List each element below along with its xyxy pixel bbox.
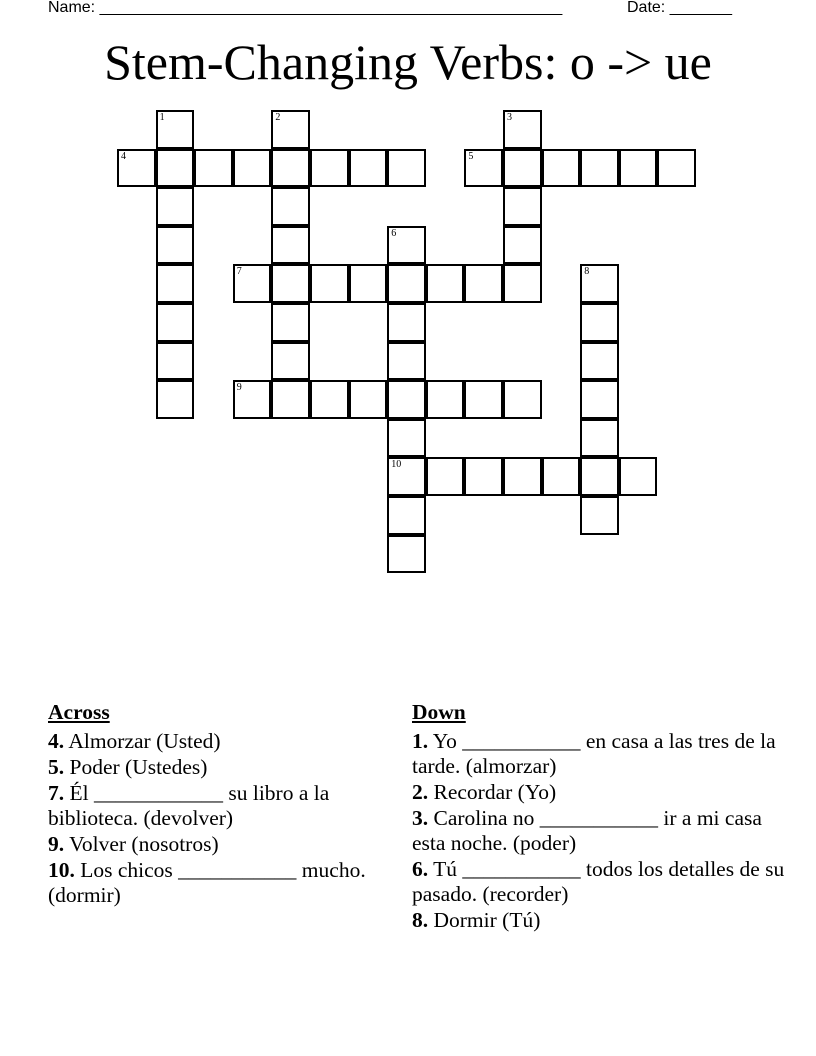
across-clues xyxy=(48,700,378,909)
clue-number: 5. xyxy=(48,755,65,779)
crossword-cell[interactable] xyxy=(580,264,619,303)
cell-number: 9 xyxy=(236,382,242,394)
crossword-cell[interactable] xyxy=(464,264,503,303)
crossword-cell[interactable] xyxy=(580,457,619,496)
crossword-cell[interactable] xyxy=(387,342,426,381)
clue-text: Dormir (Tú) xyxy=(428,908,541,932)
crossword-cell[interactable] xyxy=(349,264,388,303)
crossword-cell[interactable] xyxy=(271,226,310,265)
crossword-cell[interactable] xyxy=(426,457,465,496)
across-clue xyxy=(48,858,378,908)
crossword-cell[interactable] xyxy=(387,226,426,265)
crossword-cell[interactable] xyxy=(580,149,619,188)
crossword-cell[interactable] xyxy=(117,149,156,188)
crossword-cell[interactable] xyxy=(156,342,195,381)
crossword-cell[interactable] xyxy=(387,149,426,188)
name-field-label: Name: ____________________________________________________ xyxy=(48,0,563,16)
crossword-cell[interactable] xyxy=(233,380,272,419)
clue-number: 10. xyxy=(48,858,75,882)
cell-number: 2 xyxy=(275,112,281,123)
cell-number: 4 xyxy=(121,150,126,162)
cell-number: 10 xyxy=(391,459,402,471)
clue-text: Volver (nosotros) xyxy=(64,832,219,856)
down-clue xyxy=(412,806,792,856)
crossword-cell[interactable] xyxy=(387,303,426,342)
crossword-cell[interactable] xyxy=(233,149,272,188)
clue-number: 6. xyxy=(412,857,429,881)
clue-number: 1. xyxy=(412,729,429,753)
cell-number: 8 xyxy=(584,266,590,278)
crossword-cell[interactable] xyxy=(580,419,619,458)
crossword-cell[interactable] xyxy=(580,380,619,419)
crossword-cell[interactable] xyxy=(580,303,619,342)
cell-number: 6 xyxy=(391,227,397,239)
down-clue xyxy=(412,780,792,805)
clue-text: Carolina no ___________ ir a mi casa esta noche. (poder) xyxy=(412,806,762,855)
clue-number: 7. xyxy=(48,781,65,805)
across-clue xyxy=(48,781,378,831)
crossword-cell[interactable] xyxy=(271,110,310,149)
down-clue xyxy=(412,729,792,779)
clue-text: Él ____________ su libro a la biblioteca. (devolver) xyxy=(48,781,330,830)
down-heading: Down xyxy=(412,700,466,724)
crossword-cell[interactable] xyxy=(271,303,310,342)
cell-number: 7 xyxy=(236,266,242,278)
crossword-cell[interactable] xyxy=(619,149,658,188)
crossword-cell[interactable] xyxy=(156,264,195,303)
cell-number: 5 xyxy=(468,150,474,162)
clue-text: Tú ___________ todos los detalles de su pasado. (recorder) xyxy=(412,857,785,906)
date-field-label: Date: _______ xyxy=(627,0,732,16)
crossword-cell[interactable] xyxy=(503,149,542,188)
crossword-cell[interactable] xyxy=(464,457,503,496)
crossword-cell[interactable] xyxy=(233,264,272,303)
crossword-cell[interactable] xyxy=(271,342,310,381)
crossword-cell[interactable] xyxy=(503,457,542,496)
clue-text: Poder (Ustedes) xyxy=(64,755,208,779)
crossword-cell[interactable] xyxy=(503,226,542,265)
page-title: Stem-Changing Verbs: o -> ue xyxy=(104,34,712,90)
crossword-cell[interactable] xyxy=(387,419,426,458)
crossword-cell[interactable] xyxy=(387,380,426,419)
crossword-cell[interactable] xyxy=(271,380,310,419)
crossword-cell[interactable] xyxy=(580,342,619,381)
crossword-cell[interactable] xyxy=(464,149,503,188)
crossword-cell[interactable] xyxy=(580,496,619,535)
cell-number: 3 xyxy=(507,112,512,123)
crossword-cell[interactable] xyxy=(156,226,195,265)
clue-text: Recordar (Yo) xyxy=(428,780,557,804)
crossword-cell[interactable] xyxy=(310,149,349,188)
crossword-cell[interactable] xyxy=(464,380,503,419)
clue-text: Los chicos ___________ mucho. (dormir) xyxy=(48,858,366,907)
crossword-cell[interactable] xyxy=(156,149,195,188)
crossword-cell[interactable] xyxy=(271,149,310,188)
crossword-cell[interactable] xyxy=(349,380,388,419)
clue-text: Yo ___________ en casa a las tres de la tarde. (almorzar) xyxy=(412,729,776,778)
crossword-cell[interactable] xyxy=(156,380,195,419)
crossword-cell[interactable] xyxy=(503,187,542,226)
clue-number: 8. xyxy=(412,908,429,932)
clue-text: Almorzar (Usted) xyxy=(64,729,221,753)
crossword-cell[interactable] xyxy=(349,149,388,188)
crossword-cell[interactable] xyxy=(503,110,542,149)
crossword-cell[interactable] xyxy=(156,187,195,226)
crossword-cell[interactable] xyxy=(387,264,426,303)
across-clue xyxy=(48,755,378,780)
clue-number: 4. xyxy=(48,729,65,753)
across-heading: Across xyxy=(48,700,110,724)
crossword-cell[interactable] xyxy=(426,264,465,303)
crossword-cell[interactable] xyxy=(310,264,349,303)
crossword-cell[interactable] xyxy=(426,380,465,419)
crossword-cell[interactable] xyxy=(156,110,195,149)
crossword-cell[interactable] xyxy=(271,187,310,226)
crossword-cell[interactable] xyxy=(619,457,658,496)
crossword-cell[interactable] xyxy=(542,149,581,188)
down-clue xyxy=(412,857,792,907)
crossword-cell[interactable] xyxy=(503,380,542,419)
crossword-cell[interactable] xyxy=(194,149,233,188)
crossword-cell[interactable] xyxy=(156,303,195,342)
across-clue xyxy=(48,832,378,857)
crossword-cell[interactable] xyxy=(271,264,310,303)
cell-number: 1 xyxy=(159,112,165,123)
clue-number: 2. xyxy=(412,780,429,804)
down-clues xyxy=(412,700,792,934)
across-clue xyxy=(48,729,378,754)
crossword-cell[interactable] xyxy=(387,535,426,574)
clue-number: 9. xyxy=(48,832,65,856)
crossword-cell[interactable] xyxy=(310,380,349,419)
crossword-cell[interactable] xyxy=(657,149,696,188)
crossword-cell[interactable] xyxy=(503,264,542,303)
crossword-cell[interactable] xyxy=(542,457,581,496)
crossword-cell[interactable] xyxy=(387,457,426,496)
down-clue xyxy=(412,908,792,933)
crossword-cell[interactable] xyxy=(387,496,426,535)
clue-number: 3. xyxy=(412,806,429,830)
